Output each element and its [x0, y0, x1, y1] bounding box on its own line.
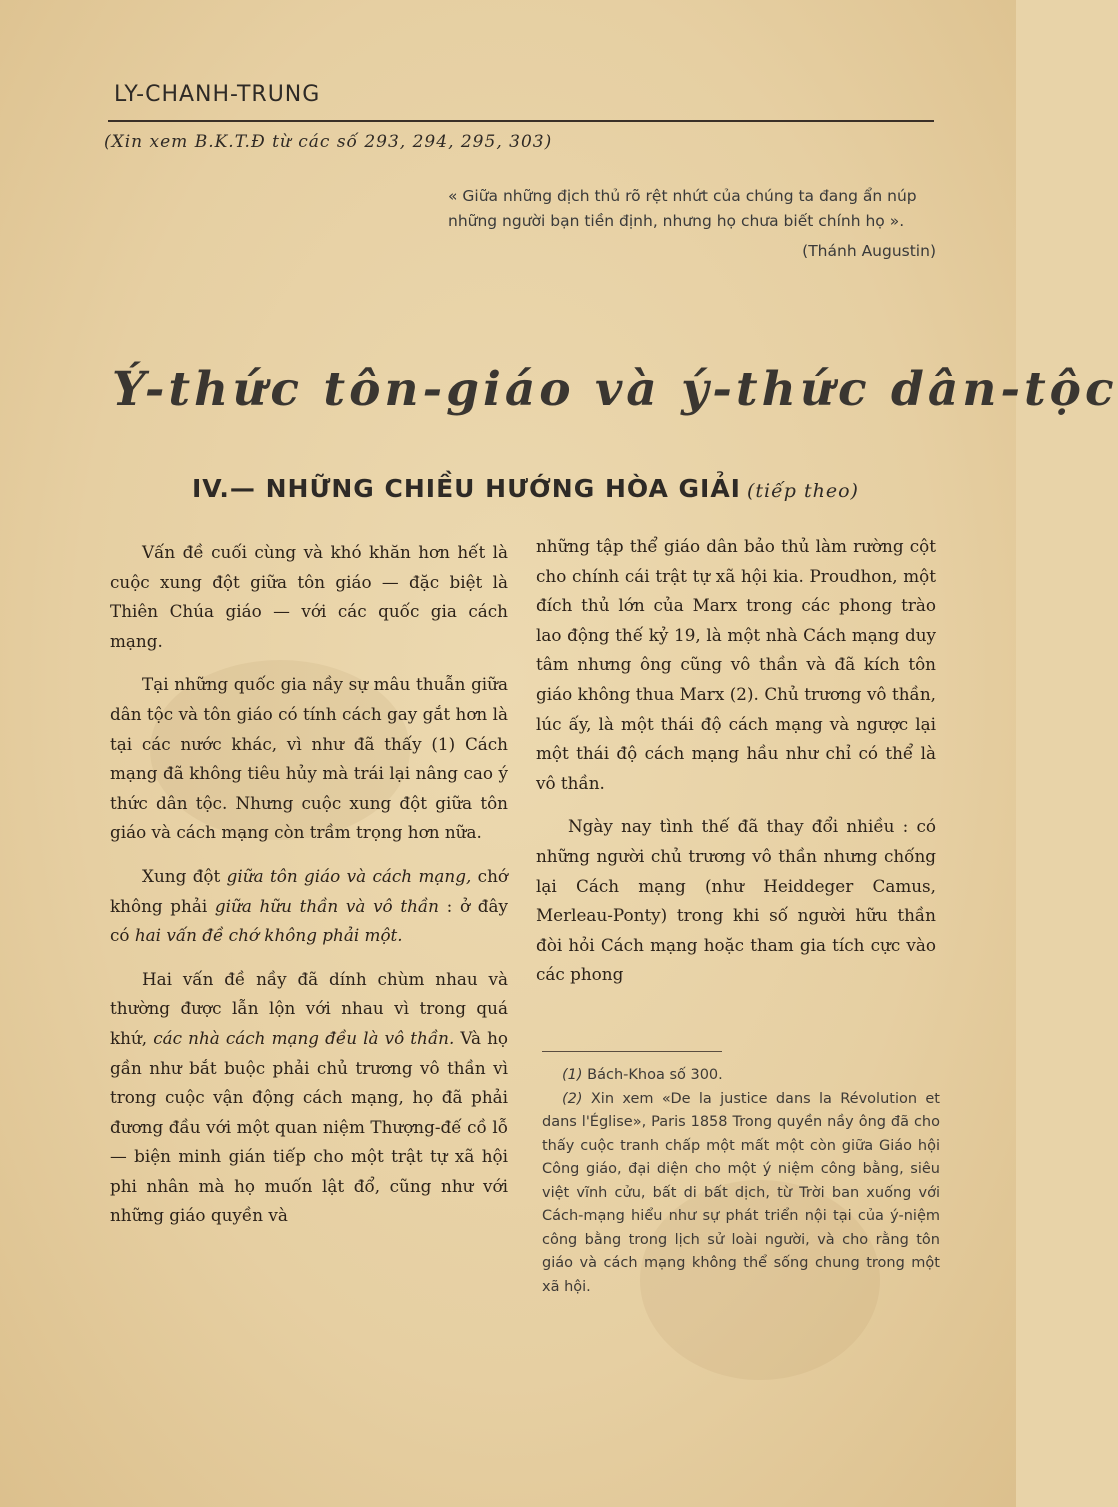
paragraph	[110, 862, 508, 951]
text-run: Hai vấn đề nầy đã dính chùm nhau và thường được lẫn lộn với nhau vì trong quá khứ,	[110, 968, 508, 1048]
left-column	[110, 538, 508, 1245]
footnote-text: Xin xem «De la justice dans la Révolution et dans l'Église», Paris 1858 Trong quyền nầy ông đã cho thấy cuộc tranh chấp một mất một còn giữa Giáo hội Công giáo, đại diện cho một ý niệm công bằng, siêu việt vĩnh cửu, bất di bất dịch, từ Trời ban xuống với Cách-mạng hiểu như sự phát triển nội tại của ý-niệm công bằng trong lịch sử loài người, và cho rằng tôn giáo và cách mạng không thể sống chung trong một xã hội.	[542, 1090, 940, 1295]
section-heading	[192, 474, 859, 503]
author-name: LY-CHANH-TRUNG	[114, 82, 321, 107]
epigraph-quote: « Giữa những địch thủ rõ rệt nhứt của chúng ta đang ẩn núp những người bạn tiền định, nhưng họ chưa biết chính họ ».	[448, 187, 917, 230]
section-continuation: (tiếp theo)	[746, 480, 859, 502]
text-run: Xung đột	[142, 865, 227, 886]
header-rule	[108, 120, 934, 122]
section-heading-text: IV.— NHỮNG CHIỀU HƯỚNG HÒA GIẢI	[192, 474, 741, 503]
text-run: chớ không phải	[110, 865, 508, 916]
paragraph: những tập thể giáo dân bảo thủ làm rường cột cho chính cái trật tự xã hội kia. Proudhon, một đích thủ lớn của Marx trong các phong trào lao động thế kỷ 19, là một nhà Cách mạng duy tâm nhưng ông cũng vô thần và đã kích tôn giáo không thua Marx (2). Chủ trương vô thần, lúc ấy, là một thái độ cách mạng và ngược lại một thái độ cách mạng hầu như chỉ có thể là vô thần.	[536, 536, 936, 793]
italic-run: giữa tôn giáo và cách mạng,	[226, 865, 472, 886]
paragraph: Tại những quốc gia nầy sự mâu thuẫn giữa dân tộc và tôn giáo có tính cách gay gắt hơn là tại các nước khác, vì như đã thấy (1) Cách mạng đã không tiêu hủy mà trái lại nâng cao ý thức dân tộc. Nhưng cuộc xung đột giữa tôn giáo và cách mạng còn trầm trọng hơn nữa.	[110, 674, 508, 843]
epigraph	[448, 184, 936, 264]
footnote-rule	[542, 1051, 722, 1052]
paragraph: Vấn đề cuối cùng và khó khăn hơn hết là cuộc xung đột giữa tôn giáo — đặc biệt là Thiên Chúa giáo — với các quốc gia cách mạng.	[110, 542, 508, 651]
series-reference: (Xin xem B.K.T.Đ từ các số 293, 294, 295, 303)	[104, 132, 553, 152]
footnote-text: Bách-Khoa số 300.	[582, 1067, 723, 1083]
epigraph-source: (Thánh Augustin)	[802, 242, 936, 260]
paragraph: Ngày nay tình thế đã thay đổi nhiều : có những người chủ trương vô thần nhưng chống lại Cách mạng (như Heiddeger Camus, Merleau-Ponty) trong khi số người hữu thần đòi hỏi Cách mạng hoặc tham gia tích cực vào các phong	[536, 816, 936, 985]
paragraph	[110, 965, 508, 1231]
text-run: Và họ gần như bắt buộc phải chủ trương vô thần vì trong cuộc vận động cách mạng, họ đã phải đương đầu với một quan niệm Thượng-đế cồ lỗ — biện minh gián tiếp cho một trật tự xã hội phi nhân mà họ muốn lật đổ, cũng như với những giáo quyền và	[110, 1027, 509, 1226]
footnote-number: (2)	[562, 1090, 583, 1107]
footnotes	[542, 1064, 940, 1299]
footnote-number: (1)	[562, 1067, 583, 1083]
italic-run: hai vấn đề chớ không phải một.	[134, 925, 403, 946]
italic-run: giữa hữu thần và vô thần	[214, 895, 439, 916]
footnote	[542, 1088, 940, 1300]
footnote	[542, 1064, 940, 1088]
article-title: Ý-thức tôn-giáo và ý-thức dân-tộc	[112, 362, 1118, 417]
right-column	[536, 532, 936, 1004]
text-run: : ở đây có	[110, 895, 508, 946]
italic-run: các nhà cách mạng đều là vô thần.	[153, 1027, 455, 1048]
